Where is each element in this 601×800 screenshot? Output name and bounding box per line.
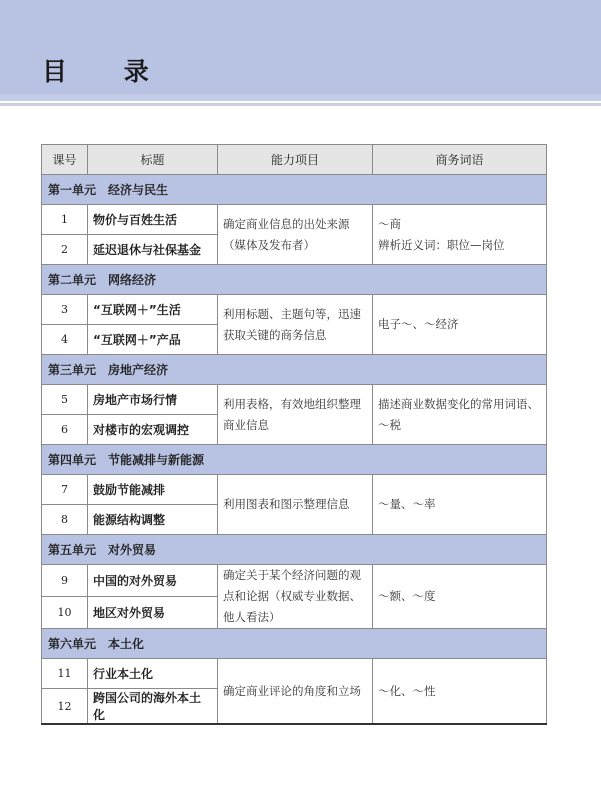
unit-title: 对外贸易 — [108, 543, 157, 557]
lesson-number: 5 — [42, 385, 88, 415]
lesson-title: 地区对外贸易 — [88, 597, 218, 629]
skill-cell: 确定商业信息的出处来源（媒体及发布者） — [218, 205, 373, 265]
header-divider — [0, 94, 601, 101]
lesson-number: 10 — [42, 597, 88, 629]
unit-label: 第一单元 — [48, 183, 97, 197]
unit-title: 经济与民生 — [108, 183, 169, 197]
unit-title: 网络经济 — [108, 273, 157, 287]
unit-row — [42, 175, 547, 205]
unit-label: 第二单元 — [48, 273, 97, 287]
lesson-title: 跨国公司的海外本土化 — [88, 689, 218, 725]
unit-heading — [42, 265, 547, 295]
column-header-vocabulary: 商务词语 — [373, 145, 547, 175]
unit-label: 第五单元 — [48, 543, 97, 557]
unit-title: 节能减排与新能源 — [108, 453, 205, 467]
unit-title: 本土化 — [108, 637, 145, 651]
lesson-number: 2 — [42, 235, 88, 265]
lesson-title: “互联网＋”产品 — [88, 325, 218, 355]
vocabulary-cell: 描述商业数据变化的常用词语、～税 — [373, 385, 547, 445]
lesson-title: 中国的对外贸易 — [88, 565, 218, 597]
unit-row — [42, 355, 547, 385]
lesson-number: 4 — [42, 325, 88, 355]
column-header-title: 标题 — [88, 145, 218, 175]
lesson-title: 能源结构调整 — [88, 505, 218, 535]
contents-table — [41, 144, 547, 725]
unit-label: 第三单元 — [48, 363, 97, 377]
skill-cell: 利用表格，有效地组织整理商业信息 — [218, 385, 373, 445]
column-header-lesson-number: 课号 — [42, 145, 88, 175]
lesson-number: 6 — [42, 415, 88, 445]
unit-row — [42, 265, 547, 295]
lesson-title: 行业本土化 — [88, 659, 218, 689]
lesson-title: 延迟退休与社保基金 — [88, 235, 218, 265]
table-row — [42, 295, 547, 325]
skill-cell: 利用图表和图示整理信息 — [218, 475, 373, 535]
lesson-number: 11 — [42, 659, 88, 689]
unit-label: 第六单元 — [48, 637, 97, 651]
table-row — [42, 385, 547, 415]
skill-cell: 确定关于某个经济问题的观点和论据（权威专业数据、他人看法） — [218, 565, 373, 629]
unit-heading — [42, 445, 547, 475]
table-row — [42, 565, 547, 597]
skill-cell: 利用标题、主题句等，迅速获取关键的商务信息 — [218, 295, 373, 355]
page-title: 目 录 — [42, 57, 173, 86]
column-header-skill: 能力项目 — [218, 145, 373, 175]
unit-row — [42, 445, 547, 475]
table-row — [42, 659, 547, 689]
unit-label: 第四单元 — [48, 453, 97, 467]
vocabulary-cell: 电子～、～经济 — [373, 295, 547, 355]
lesson-number: 9 — [42, 565, 88, 597]
lesson-number: 1 — [42, 205, 88, 235]
unit-heading — [42, 175, 547, 205]
vocabulary-cell: ～额、～度 — [373, 565, 547, 629]
lesson-number: 12 — [42, 689, 88, 725]
unit-heading — [42, 629, 547, 659]
unit-row — [42, 629, 547, 659]
table-body — [42, 175, 547, 725]
lesson-title: 房地产市场行情 — [88, 385, 218, 415]
skill-cell: 确定商业评论的角度和立场 — [218, 659, 373, 725]
unit-row — [42, 535, 547, 565]
table-row — [42, 475, 547, 505]
lesson-number: 3 — [42, 295, 88, 325]
lesson-title: “互联网＋”生活 — [88, 295, 218, 325]
unit-title: 房地产经济 — [108, 363, 169, 377]
header-divider-thin — [0, 103, 601, 106]
lesson-title: 对楼市的宏观调控 — [88, 415, 218, 445]
lesson-title: 鼓励节能减排 — [88, 475, 218, 505]
table-row — [42, 205, 547, 235]
lesson-number: 8 — [42, 505, 88, 535]
vocabulary-cell: ～量、～率 — [373, 475, 547, 535]
vocabulary-cell: ～化、～性 — [373, 659, 547, 725]
vocabulary-cell: ～商 辨析近义词：职位—岗位 — [373, 205, 547, 265]
table-header-row — [42, 145, 547, 175]
lesson-number: 7 — [42, 475, 88, 505]
unit-heading — [42, 355, 547, 385]
lesson-title: 物价与百姓生活 — [88, 205, 218, 235]
unit-heading — [42, 535, 547, 565]
